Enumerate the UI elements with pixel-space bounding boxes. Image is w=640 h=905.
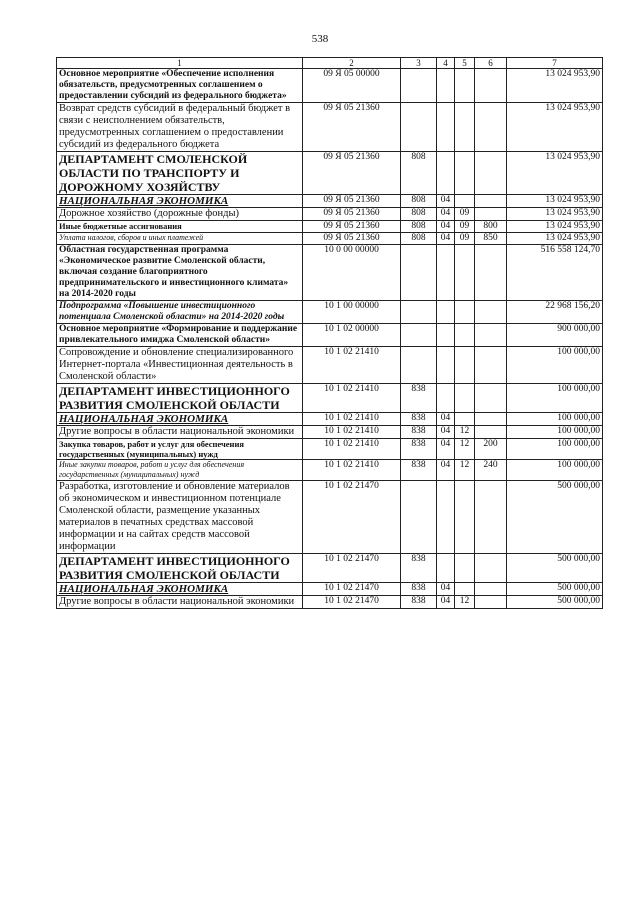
- row-pr: [455, 384, 475, 413]
- row-name: НАЦИОНАЛЬНАЯ ЭКОНОМИКА: [57, 583, 303, 596]
- table-row: [57, 221, 603, 233]
- row-rz: 04: [437, 208, 455, 221]
- row-name: ДЕПАРТАМЕНТ ИНВЕСТИЦИОННОГО РАЗВИТИЯ СМОЛЕНСКОЙ ОБЛАСТИ: [57, 384, 303, 413]
- row-amount: 13 024 953,90: [507, 69, 603, 103]
- row-amount: 500 000,00: [507, 481, 603, 554]
- row-rz: [437, 347, 455, 384]
- row-vr: [475, 245, 507, 301]
- row-pr: [455, 245, 475, 301]
- table-row: [57, 195, 603, 208]
- row-name: НАЦИОНАЛЬНАЯ ЭКОНОМИКА: [57, 195, 303, 208]
- row-grbs: 838: [401, 460, 437, 481]
- row-name: Иные закупки товаров, работ и услуг для обеспечения государственных (муниципальных) нужд: [57, 460, 303, 481]
- row-amount: 100 000,00: [507, 426, 603, 439]
- row-amount: 900 000,00: [507, 324, 603, 347]
- row-pr: [455, 481, 475, 554]
- row-grbs: [401, 103, 437, 152]
- row-name: Основное мероприятие «Обеспечение исполнения обязательств, предусмотренных соглашением о предоставлении субсидий из федерального бюджета»: [57, 69, 303, 103]
- row-rz: [437, 481, 455, 554]
- row-code: 09 Я 05 21360: [303, 208, 401, 221]
- row-amount: 516 558 124,70: [507, 245, 603, 301]
- row-name: Другие вопросы в области национальной экономики: [57, 596, 303, 609]
- row-vr: [475, 69, 507, 103]
- row-vr: [475, 324, 507, 347]
- row-grbs: 838: [401, 596, 437, 609]
- row-vr: [475, 481, 507, 554]
- row-name: Иные бюджетные ассигнования: [57, 221, 303, 233]
- row-amount: 100 000,00: [507, 439, 603, 460]
- row-code: 10 1 02 21410: [303, 426, 401, 439]
- table-row: [57, 426, 603, 439]
- table-row: [57, 233, 603, 245]
- row-name: ДЕПАРТАМЕНТ ИНВЕСТИЦИОННОГО РАЗВИТИЯ СМОЛЕНСКОЙ ОБЛАСТИ: [57, 554, 303, 583]
- row-name: Подпрограмма «Повышение инвестиционного потенциала Смоленской области» на 2014-2020 годы: [57, 301, 303, 324]
- row-grbs: 838: [401, 426, 437, 439]
- table-row: [57, 583, 603, 596]
- header-cell: 3: [401, 58, 437, 69]
- row-grbs: [401, 324, 437, 347]
- row-rz: [437, 69, 455, 103]
- row-rz: 04: [437, 221, 455, 233]
- row-pr: [455, 554, 475, 583]
- row-vr: [475, 413, 507, 426]
- row-code: 10 1 02 21410: [303, 460, 401, 481]
- header-cell: 2: [303, 58, 401, 69]
- row-rz: 04: [437, 426, 455, 439]
- row-rz: [437, 152, 455, 195]
- row-amount: 100 000,00: [507, 413, 603, 426]
- row-rz: 04: [437, 233, 455, 245]
- table-body: [57, 69, 603, 609]
- row-grbs: [401, 69, 437, 103]
- row-name: Основное мероприятие «Формирование и поддержание привлекательного имиджа Смоленской области»: [57, 324, 303, 347]
- row-amount: 13 024 953,90: [507, 103, 603, 152]
- row-rz: [437, 301, 455, 324]
- row-pr: [455, 152, 475, 195]
- row-code: 09 Я 05 21360: [303, 221, 401, 233]
- table-row: [57, 208, 603, 221]
- row-code: 10 1 02 21410: [303, 347, 401, 384]
- row-rz: 04: [437, 439, 455, 460]
- row-rz: [437, 324, 455, 347]
- row-grbs: [401, 481, 437, 554]
- row-vr: [475, 208, 507, 221]
- table-row: [57, 384, 603, 413]
- row-code: 10 1 02 21410: [303, 413, 401, 426]
- row-grbs: 838: [401, 384, 437, 413]
- row-amount: 100 000,00: [507, 460, 603, 481]
- table-row: [57, 460, 603, 481]
- row-name: НАЦИОНАЛЬНАЯ ЭКОНОМИКА: [57, 413, 303, 426]
- row-rz: [437, 245, 455, 301]
- row-code: 10 1 02 21470: [303, 583, 401, 596]
- header-row: [57, 58, 603, 69]
- row-pr: 12: [455, 439, 475, 460]
- row-amount: 13 024 953,90: [507, 233, 603, 245]
- row-rz: 04: [437, 460, 455, 481]
- row-amount: 13 024 953,90: [507, 152, 603, 195]
- row-grbs: 838: [401, 413, 437, 426]
- row-name: ДЕПАРТАМЕНТ СМОЛЕНСКОЙ ОБЛАСТИ ПО ТРАНСПОРТУ И ДОРОЖНОМУ ХОЗЯЙСТВУ: [57, 152, 303, 195]
- table-row: [57, 413, 603, 426]
- row-name: Другие вопросы в области национальной экономики: [57, 426, 303, 439]
- row-code: 10 1 02 21470: [303, 554, 401, 583]
- row-grbs: 808: [401, 221, 437, 233]
- row-name: Возврат средств субсидий в федеральный бюджет в связи с неисполнением обязательств, предусмотренных соглашением о предоставлении субсидий из федерального бюджета: [57, 103, 303, 152]
- row-vr: [475, 347, 507, 384]
- table-row: [57, 324, 603, 347]
- row-name: Разработка, изготовление и обновление материалов об экономическом и инвестиционном потенциале Смоленской области, размещение указанных материалов в печатных средствах массовой информации и на сайтах средств массовой информации: [57, 481, 303, 554]
- row-vr: [475, 596, 507, 609]
- row-pr: [455, 195, 475, 208]
- row-name: Уплата налогов, сборов и иных платежей: [57, 233, 303, 245]
- table-row: [57, 103, 603, 152]
- row-vr: [475, 554, 507, 583]
- row-rz: [437, 103, 455, 152]
- row-vr: 800: [475, 221, 507, 233]
- row-vr: [475, 301, 507, 324]
- row-amount: 13 024 953,90: [507, 195, 603, 208]
- row-pr: 12: [455, 460, 475, 481]
- row-amount: 13 024 953,90: [507, 208, 603, 221]
- row-pr: 09: [455, 233, 475, 245]
- header-cell: 7: [507, 58, 603, 69]
- row-code: 10 1 02 21410: [303, 439, 401, 460]
- row-rz: 04: [437, 413, 455, 426]
- row-vr: [475, 103, 507, 152]
- row-grbs: [401, 245, 437, 301]
- row-code: 10 1 02 21470: [303, 596, 401, 609]
- row-rz: [437, 384, 455, 413]
- row-pr: [455, 583, 475, 596]
- row-pr: [455, 347, 475, 384]
- header-cell: 6: [475, 58, 507, 69]
- row-code: 09 Я 05 21360: [303, 152, 401, 195]
- row-grbs: 808: [401, 208, 437, 221]
- row-pr: [455, 413, 475, 426]
- row-grbs: [401, 347, 437, 384]
- row-vr: [475, 195, 507, 208]
- row-amount: 100 000,00: [507, 384, 603, 413]
- row-pr: [455, 301, 475, 324]
- row-amount: 500 000,00: [507, 596, 603, 609]
- row-amount: 500 000,00: [507, 554, 603, 583]
- row-vr: [475, 583, 507, 596]
- row-grbs: 838: [401, 554, 437, 583]
- row-rz: 04: [437, 596, 455, 609]
- table-row: [57, 152, 603, 195]
- row-rz: 04: [437, 583, 455, 596]
- header-cell: 4: [437, 58, 455, 69]
- row-vr: [475, 426, 507, 439]
- row-code: 10 1 00 00000: [303, 301, 401, 324]
- row-pr: [455, 103, 475, 152]
- table-row: [57, 69, 603, 103]
- row-name: Областная государственная программа «Экономическое развитие Смоленской области, включая создание благоприятного предпринимательского и инвестиционного климата» на 2014-2020 годы: [57, 245, 303, 301]
- row-grbs: 808: [401, 233, 437, 245]
- row-amount: 22 968 156,20: [507, 301, 603, 324]
- table-row: [57, 301, 603, 324]
- row-grbs: 838: [401, 439, 437, 460]
- row-grbs: 808: [401, 195, 437, 208]
- row-code: 09 Я 05 00000: [303, 69, 401, 103]
- row-pr: 12: [455, 426, 475, 439]
- row-pr: 09: [455, 221, 475, 233]
- row-pr: [455, 324, 475, 347]
- table-row: [57, 481, 603, 554]
- row-code: 10 1 02 21410: [303, 384, 401, 413]
- budget-table: [56, 57, 603, 609]
- row-code: 09 Я 05 21360: [303, 233, 401, 245]
- table-row: [57, 554, 603, 583]
- row-vr: 240: [475, 460, 507, 481]
- row-rz: 04: [437, 195, 455, 208]
- row-code: 10 1 02 21470: [303, 481, 401, 554]
- row-pr: [455, 69, 475, 103]
- page-number: 538: [311, 33, 329, 45]
- row-amount: 13 024 953,90: [507, 221, 603, 233]
- row-vr: 850: [475, 233, 507, 245]
- row-vr: [475, 384, 507, 413]
- table-row: [57, 245, 603, 301]
- row-vr: [475, 152, 507, 195]
- row-code: 09 Я 05 21360: [303, 195, 401, 208]
- row-grbs: [401, 301, 437, 324]
- row-grbs: 838: [401, 583, 437, 596]
- row-vr: 200: [475, 439, 507, 460]
- header-cell: 5: [455, 58, 475, 69]
- table-row: [57, 347, 603, 384]
- row-code: 09 Я 05 21360: [303, 103, 401, 152]
- table-row: [57, 596, 603, 609]
- row-rz: [437, 554, 455, 583]
- row-pr: 09: [455, 208, 475, 221]
- row-code: 10 0 00 00000: [303, 245, 401, 301]
- row-grbs: 808: [401, 152, 437, 195]
- row-code: 10 1 02 00000: [303, 324, 401, 347]
- row-name: Сопровождение и обновление специализированного Интернет-портала «Инвестиционная деятельность в Смоленской области»: [57, 347, 303, 384]
- row-name: Дорожное хозяйство (дорожные фонды): [57, 208, 303, 221]
- row-name: Закупка товаров, работ и услуг для обеспечения государственных (муниципальных) нужд: [57, 439, 303, 460]
- table-row: [57, 439, 603, 460]
- row-pr: 12: [455, 596, 475, 609]
- header-cell: 1: [57, 58, 303, 69]
- row-amount: 500 000,00: [507, 583, 603, 596]
- row-amount: 100 000,00: [507, 347, 603, 384]
